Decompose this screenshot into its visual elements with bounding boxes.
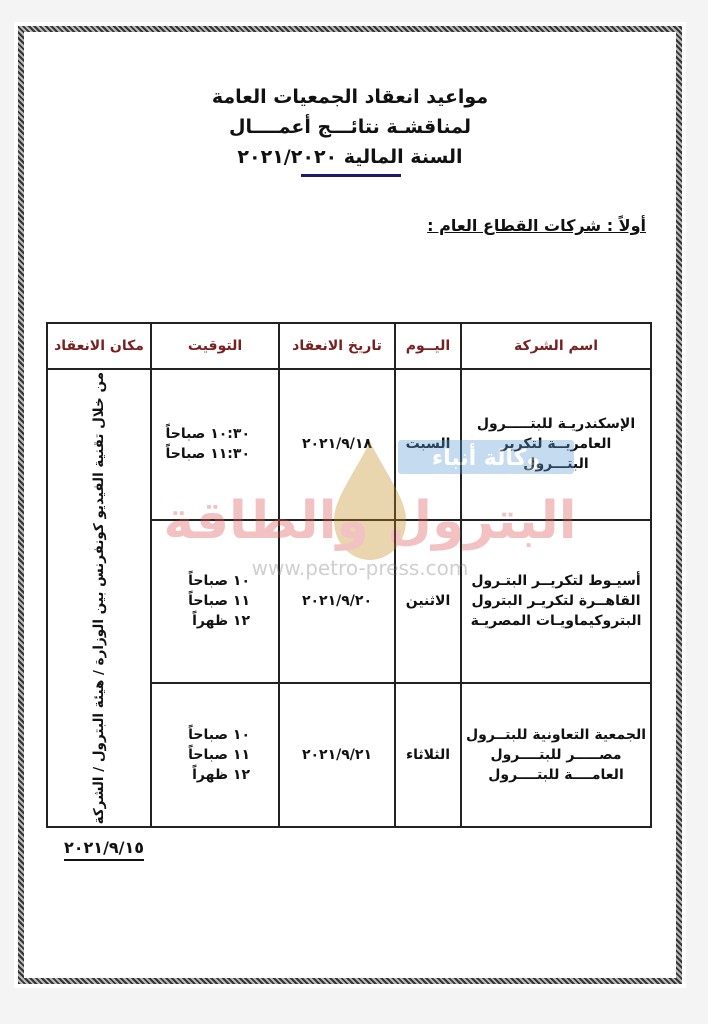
day-cell: الاثنين xyxy=(395,520,461,683)
watermark-brand-text: البترول والطاقة xyxy=(163,491,577,551)
footer-date: ٢٠٢١/٩/١٥ xyxy=(64,838,144,861)
time-slot: ١١ صباحاً xyxy=(188,593,250,610)
watermark-agency-text: وكالة أنباء xyxy=(431,446,541,471)
meetings-table xyxy=(46,322,652,828)
venue-text: من خلال تقنية الفيديو كونفرنس بين الوزارة / هيئة البترول / الشركة xyxy=(91,372,107,825)
company-name: العامريــة لتكرير البتـــرول xyxy=(500,436,612,473)
time-cell xyxy=(151,520,279,683)
day-cell: الثلاثاء xyxy=(395,683,461,828)
header-time: التوقيت xyxy=(151,323,279,369)
header-venue: مكان الانعقاد xyxy=(47,323,151,369)
date-cell: ٢٠٢١/٩/١٨ xyxy=(279,369,395,520)
venue-cell xyxy=(47,369,151,827)
table-header-row xyxy=(47,323,651,369)
header-day: اليــوم xyxy=(395,323,461,369)
company-name: الجمعية التعاونية للبتــرول xyxy=(465,726,646,743)
document-title xyxy=(14,82,686,172)
time-cell xyxy=(151,683,279,828)
company-name: العامــــة للبتــــرول xyxy=(488,766,624,783)
time-cell xyxy=(151,369,279,520)
time-slot: ١٠ صباحاً xyxy=(188,726,250,743)
time-slot: ١١:٣٠ صباحاً xyxy=(165,446,250,463)
time-slot: ١٠:٣٠ صباحاً xyxy=(165,426,250,443)
table-row xyxy=(47,369,651,520)
time-slot: ١٢ ظهراً xyxy=(192,613,250,630)
title-line-2: لمناقشـة نتائـــج أعمــــال xyxy=(229,116,471,138)
day-cell: السبت xyxy=(395,369,461,520)
time-slot: ١١ صباحاً xyxy=(188,746,250,763)
company-name: مصـــــر للبتــــرول xyxy=(490,746,622,763)
company-name: القاهــرة لتكريـر البترول xyxy=(471,593,641,610)
title-line-3: السنة المالية ٢٠٢١/٢٠٢٠ xyxy=(237,146,463,168)
date-cell: ٢٠٢١/٩/٢١ xyxy=(279,683,395,828)
section-title: أولاً : شركات القطاع العام : xyxy=(427,216,646,235)
company-name: البتروكيماويـات المصريـة xyxy=(470,613,642,630)
header-date: تاريخ الانعقاد xyxy=(279,323,395,369)
date-cell: ٢٠٢١/٩/٢٠ xyxy=(279,520,395,683)
header-company: اسم الشركة xyxy=(461,323,651,369)
time-slot: ١٠ صباحاً xyxy=(188,573,250,590)
company-cell xyxy=(461,369,651,520)
company-cell xyxy=(461,520,651,683)
title-line-1: مواعيد انعقاد الجمعيات العامة xyxy=(211,86,489,108)
watermark-url: www.petro-press.com xyxy=(251,556,469,580)
company-cell xyxy=(461,683,651,828)
title-underline xyxy=(301,174,401,177)
time-slot: ١٢ ظهراً xyxy=(192,766,250,783)
company-name: الإسكندريـة للبتـــــرول xyxy=(476,416,636,433)
document-page xyxy=(14,22,686,988)
company-name: أسيـوط لتكريــر البتـرول xyxy=(471,573,641,590)
